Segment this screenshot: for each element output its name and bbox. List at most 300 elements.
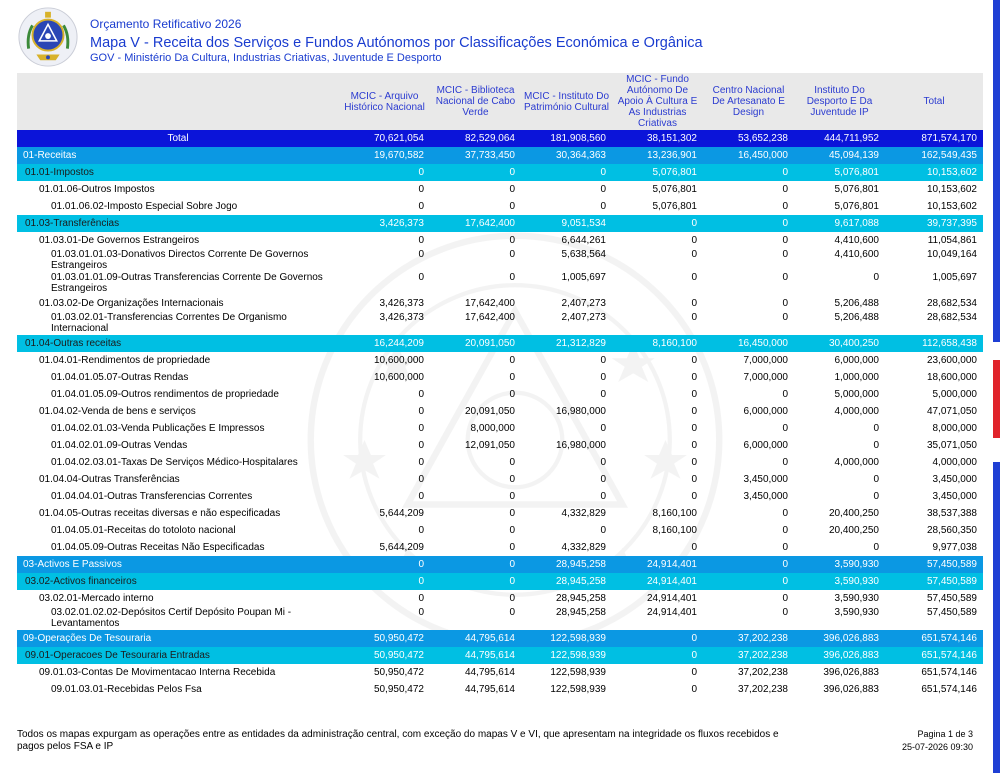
row-label: 03.02-Activos financeiros: [17, 573, 339, 590]
row-value-cell: 0: [782, 593, 788, 604]
row-value-cell: 20,400,250: [828, 525, 879, 536]
table-row: [17, 556, 983, 573]
row-value-cell: 37,202,238: [703, 647, 794, 664]
row-value-cell: 7,000,000: [743, 372, 788, 383]
table-row: [17, 664, 983, 681]
table-row: [17, 471, 983, 488]
column-header-fundo-autonomo: MCIC - Fundo Autónomo De Apoio À Cultura E As Industrias Criativas: [612, 73, 703, 130]
row-label: 01.04.05.09-Outras Receitas Não Especificadas: [51, 542, 265, 553]
row-value-cell: 7,000,000: [743, 355, 788, 366]
row-value-cell: 2,407,273: [561, 312, 606, 323]
row-total-cell: 5,000,000: [932, 389, 977, 400]
table-row: [17, 607, 983, 630]
row-value-cell: 28,945,258: [555, 593, 606, 604]
row-value-cell: 396,026,883: [794, 647, 885, 664]
column-header-centro-artesanato: Centro Nacional De Artesanato E Design: [703, 73, 794, 130]
row-value-cell: 0: [418, 525, 424, 536]
table-row: [17, 272, 983, 295]
row-value-cell: 0: [782, 525, 788, 536]
row-total-cell: 39,737,395: [885, 215, 983, 232]
column-header-label: [17, 73, 339, 130]
row-total-cell: 28,682,534: [926, 312, 977, 323]
row-total-cell: 28,560,350: [926, 525, 977, 536]
row-value-cell: 37,202,238: [703, 630, 794, 647]
row-value-cell: 44,795,614: [430, 630, 521, 647]
row-label: 03-Activos E Passivos: [17, 556, 339, 573]
row-label: 03.02.01-Mercado interno: [39, 593, 154, 604]
row-value-cell: 0: [418, 406, 424, 417]
row-value-cell: 20,400,250: [828, 508, 879, 519]
row-total-cell: 28,682,534: [926, 298, 977, 309]
row-value-cell: 1,005,697: [561, 272, 606, 283]
row-value-cell: 0: [418, 491, 424, 502]
row-total-cell: 18,600,000: [926, 372, 977, 383]
side-accent-bar-top: [993, 0, 1000, 342]
row-value-cell: 0: [691, 684, 697, 695]
row-value-cell: 45,094,139: [794, 147, 885, 164]
row-total-cell: 11,054,861: [927, 235, 977, 246]
table-row: [17, 573, 983, 590]
table-row: [17, 437, 983, 454]
page-number: Pagina 1 de 3: [917, 729, 973, 739]
row-value-cell: 0: [703, 215, 794, 232]
table-row: [17, 335, 983, 352]
row-value-cell: 0: [509, 542, 515, 553]
row-total-cell: 10,153,602: [926, 201, 977, 212]
row-value-cell: 0: [430, 556, 521, 573]
row-value-cell: 3,590,930: [834, 607, 879, 618]
row-label: 01.03.01-De Governos Estrangeiros: [39, 235, 200, 246]
row-value-cell: 0: [509, 372, 515, 383]
row-value-cell: 0: [509, 389, 515, 400]
row-value-cell: 70,621,054: [339, 130, 430, 147]
row-value-cell: 0: [509, 607, 515, 618]
row-value-cell: 0: [418, 474, 424, 485]
row-value-cell: 5,206,488: [834, 312, 879, 323]
table-row: [17, 232, 983, 249]
row-value-cell: 4,332,829: [561, 542, 606, 553]
row-value-cell: 0: [509, 184, 515, 195]
row-label: 01.03.01.01.09-Outras Transferencias Corrente De Governos Estrangeiros: [51, 272, 323, 294]
report-organization: GOV - Ministério Da Cultura, Industrias Criativas, Juventude E Desporto: [90, 52, 442, 64]
table-row: [17, 403, 983, 420]
table-row: [17, 505, 983, 522]
row-value-cell: 0: [782, 542, 788, 553]
row-value-cell: 0: [782, 298, 788, 309]
row-value-cell: 0: [873, 542, 879, 553]
table-row: [17, 164, 983, 181]
row-value-cell: 1,000,000: [834, 372, 879, 383]
row-value-cell: 10,600,000: [373, 372, 424, 383]
table-row: [17, 386, 983, 403]
row-value-cell: 0: [703, 164, 794, 181]
revenue-table: [17, 73, 983, 698]
row-total-cell: 1,005,697: [932, 272, 977, 283]
row-value-cell: 17,642,400: [464, 312, 515, 323]
row-label: 01.04.01.05.09-Outros rendimentos de propriedade: [51, 389, 279, 400]
row-value-cell: 0: [430, 164, 521, 181]
row-total-cell: 23,600,000: [926, 355, 977, 366]
row-label: 01.03.01.01.03-Donativos Directos Corrente De Governos Estrangeiros: [51, 249, 309, 271]
side-accent-bar-middle: [993, 360, 1000, 438]
row-value-cell: 28,945,258: [555, 607, 606, 618]
row-total-cell: 162,549,435: [885, 147, 983, 164]
row-value-cell: 2,407,273: [561, 298, 606, 309]
table-row: [17, 181, 983, 198]
row-value-cell: 0: [703, 573, 794, 590]
row-total-cell: 10,153,602: [885, 164, 983, 181]
row-value-cell: 0: [509, 272, 515, 283]
report-subtitle: Orçamento Retificativo 2026: [90, 17, 242, 31]
row-label: 09.01.03.01-Recebidas Pelos Fsa: [51, 684, 202, 695]
row-value-cell: 21,312,829: [521, 335, 612, 352]
table-row: [17, 249, 983, 272]
row-value-cell: 5,644,209: [379, 508, 424, 519]
row-label: 01-Receitas: [17, 147, 339, 164]
row-value-cell: 0: [873, 272, 879, 283]
row-value-cell: 19,670,582: [339, 147, 430, 164]
row-value-cell: 0: [782, 457, 788, 468]
row-value-cell: 0: [691, 440, 697, 451]
table-row: [17, 215, 983, 232]
row-total-cell: 57,450,589: [926, 593, 977, 604]
table-row: [17, 295, 983, 312]
row-value-cell: 0: [703, 556, 794, 573]
row-value-cell: 3,590,930: [834, 593, 879, 604]
table-row: [17, 630, 983, 647]
row-value-cell: 3,426,373: [379, 298, 424, 309]
row-value-cell: 0: [418, 440, 424, 451]
side-accent-bar-bottom: [993, 462, 1000, 773]
row-value-cell: 16,450,000: [703, 147, 794, 164]
table-row: [17, 312, 983, 335]
row-value-cell: 8,160,100: [652, 508, 697, 519]
row-value-cell: 4,410,600: [834, 249, 879, 260]
row-value-cell: 0: [509, 474, 515, 485]
row-value-cell: 5,076,801: [834, 184, 879, 195]
row-total-cell: 57,450,589: [926, 607, 977, 618]
row-value-cell: 0: [691, 312, 697, 323]
row-label: 01.04.04-Outras Transferências: [39, 474, 180, 485]
row-value-cell: 44,795,614: [464, 684, 515, 695]
row-value-cell: 6,000,000: [834, 355, 879, 366]
row-value-cell: 13,236,901: [612, 147, 703, 164]
row-total-cell: 38,537,388: [926, 508, 977, 519]
row-value-cell: 0: [691, 235, 697, 246]
row-value-cell: 5,076,801: [794, 164, 885, 181]
print-datetime: 25-07-2026 09:30: [901, 742, 973, 752]
row-value-cell: 0: [339, 556, 430, 573]
row-value-cell: 0: [600, 389, 606, 400]
row-value-cell: 37,202,238: [737, 684, 788, 695]
row-value-cell: 0: [691, 542, 697, 553]
table-row: [17, 590, 983, 607]
row-value-cell: 5,000,000: [834, 389, 879, 400]
row-value-cell: 0: [782, 423, 788, 434]
row-value-cell: 8,000,000: [470, 423, 515, 434]
row-value-cell: 0: [509, 457, 515, 468]
report-title: Mapa V - Receita dos Serviços e Fundos Autónomos por Classificações Económica e Orgânica: [90, 35, 703, 51]
table-row: [17, 352, 983, 369]
row-value-cell: 0: [782, 249, 788, 260]
row-label: 09-Operações De Tesouraria: [17, 630, 339, 647]
row-value-cell: 5,206,488: [834, 298, 879, 309]
row-value-cell: 0: [691, 298, 697, 309]
row-value-cell: 122,598,939: [550, 667, 606, 678]
row-value-cell: 0: [600, 372, 606, 383]
row-label: 01.04.02.01.03-Venda Publicações E Impressos: [51, 423, 265, 434]
row-value-cell: 3,590,930: [794, 556, 885, 573]
row-value-cell: 3,590,930: [794, 573, 885, 590]
table-row: [17, 681, 983, 698]
row-label: 01.03-Transferências: [17, 215, 339, 232]
row-value-cell: 0: [782, 389, 788, 400]
row-value-cell: 0: [691, 457, 697, 468]
row-value-cell: 0: [873, 423, 879, 434]
row-value-cell: 0: [691, 355, 697, 366]
table-row: [17, 454, 983, 471]
row-value-cell: 50,950,472: [373, 667, 424, 678]
row-value-cell: 0: [782, 201, 788, 212]
row-value-cell: 122,598,939: [521, 647, 612, 664]
row-value-cell: 0: [691, 272, 697, 283]
row-value-cell: 4,332,829: [561, 508, 606, 519]
row-value-cell: 5,638,564: [561, 249, 606, 260]
row-value-cell: 82,529,064: [430, 130, 521, 147]
row-value-cell: 50,950,472: [339, 630, 430, 647]
column-header-biblioteca-nacional: MCIC - Biblioteca Nacional de Cabo Verde: [430, 73, 521, 130]
row-label: 09.01-Operacoes De Tesouraria Entradas: [17, 647, 339, 664]
row-value-cell: 0: [509, 201, 515, 212]
column-header-arquivo-historico: MCIC - Arquivo Histórico Nacional: [339, 73, 430, 130]
row-value-cell: 5,076,801: [652, 184, 697, 195]
row-value-cell: 0: [691, 249, 697, 260]
row-value-cell: 24,914,401: [612, 573, 703, 590]
table-row: [17, 488, 983, 505]
row-value-cell: 0: [509, 508, 515, 519]
table-row: [17, 420, 983, 437]
row-value-cell: 17,642,400: [464, 298, 515, 309]
row-total-cell: 10,153,602: [926, 184, 977, 195]
column-header-instituto-desporto: Instituto Do Desporto E Da Juventude IP: [794, 73, 885, 130]
row-value-cell: 0: [782, 184, 788, 195]
table-header-row: [17, 73, 983, 130]
row-value-cell: 3,450,000: [743, 491, 788, 502]
row-value-cell: 12,091,050: [464, 440, 515, 451]
row-value-cell: 24,914,401: [646, 607, 697, 618]
row-value-cell: 0: [600, 491, 606, 502]
column-header-total: Total: [885, 73, 983, 130]
row-value-cell: 9,617,088: [794, 215, 885, 232]
report-header: [17, 6, 987, 70]
table-row: [17, 539, 983, 556]
row-value-cell: 0: [782, 607, 788, 618]
row-value-cell: 0: [418, 389, 424, 400]
row-value-cell: 0: [600, 201, 606, 212]
row-value-cell: 0: [509, 593, 515, 604]
row-value-cell: 396,026,883: [794, 630, 885, 647]
row-value-cell: 16,450,000: [703, 335, 794, 352]
row-value-cell: 16,980,000: [555, 406, 606, 417]
table-row: [17, 198, 983, 215]
row-value-cell: 0: [509, 235, 515, 246]
row-value-cell: 44,795,614: [464, 667, 515, 678]
row-value-cell: 0: [339, 573, 430, 590]
row-total-cell: 871,574,170: [885, 130, 983, 147]
row-value-cell: 50,950,472: [373, 684, 424, 695]
row-value-cell: 0: [509, 249, 515, 260]
table-row: [17, 369, 983, 386]
row-total-cell: 3,450,000: [932, 474, 977, 485]
row-value-cell: 122,598,939: [521, 630, 612, 647]
row-total-cell: 4,000,000: [932, 457, 977, 468]
row-value-cell: 9,051,534: [521, 215, 612, 232]
row-value-cell: 8,160,100: [652, 525, 697, 536]
row-value-cell: 4,410,600: [834, 235, 879, 246]
table-row: [17, 522, 983, 539]
row-value-cell: 444,711,952: [794, 130, 885, 147]
row-label: 01.01.06.02-Imposto Especial Sobre Jogo: [51, 201, 238, 212]
row-value-cell: 0: [600, 184, 606, 195]
row-value-cell: 0: [600, 355, 606, 366]
row-value-cell: 8,160,100: [612, 335, 703, 352]
row-total-cell: 9,977,038: [932, 542, 977, 553]
row-label: 01.04.02-Venda de bens e serviços: [39, 406, 196, 417]
row-total-cell: 57,450,589: [885, 573, 983, 590]
row-label: 01.04.02.03.01-Taxas De Serviços Médico-Hospitalares: [51, 457, 298, 468]
row-total-cell: 57,450,589: [885, 556, 983, 573]
row-value-cell: 0: [691, 491, 697, 502]
row-value-cell: 0: [782, 272, 788, 283]
coat-of-arms-logo-icon: [17, 6, 79, 68]
row-value-cell: 0: [612, 215, 703, 232]
row-label: 01.03.02.01-Transferencias Correntes De Organismo Internacional: [51, 312, 287, 334]
row-value-cell: 0: [873, 474, 879, 485]
row-total-cell: 651,574,146: [921, 667, 977, 678]
row-value-cell: 6,000,000: [743, 406, 788, 417]
row-value-cell: 30,400,250: [794, 335, 885, 352]
row-label: 01.04.05.01-Receitas do totoloto nacional: [51, 525, 236, 536]
row-value-cell: 0: [873, 491, 879, 502]
row-value-cell: 37,733,450: [430, 147, 521, 164]
row-value-cell: 0: [782, 508, 788, 519]
row-value-cell: 0: [521, 164, 612, 181]
row-value-cell: 6,644,261: [561, 235, 606, 246]
row-total-cell: 651,574,146: [885, 630, 983, 647]
row-label: 01.03.02-De Organizações Internacionais: [39, 298, 224, 309]
row-value-cell: 0: [509, 355, 515, 366]
row-value-cell: 0: [418, 272, 424, 283]
row-value-cell: 6,000,000: [743, 440, 788, 451]
row-value-cell: 16,980,000: [555, 440, 606, 451]
row-value-cell: 20,091,050: [464, 406, 515, 417]
row-value-cell: 0: [691, 406, 697, 417]
row-value-cell: 0: [418, 457, 424, 468]
footer-note: Todos os mapas expurgam as operações entre as entidades da administração central, com exceção do mapas V e VI, que apresentam na integridade os fluxos recebidos e pagos pelos FSA e IP: [17, 729, 779, 752]
row-value-cell: 4,000,000: [834, 406, 879, 417]
row-value-cell: 30,364,363: [521, 147, 612, 164]
row-label: Total: [17, 130, 339, 147]
row-value-cell: 181,908,560: [521, 130, 612, 147]
row-value-cell: 0: [339, 164, 430, 181]
row-label: 01.01-Impostos: [17, 164, 339, 181]
row-value-cell: 38,151,302: [612, 130, 703, 147]
row-value-cell: 5,076,801: [612, 164, 703, 181]
row-total-cell: 35,071,050: [926, 440, 977, 451]
row-value-cell: 0: [691, 389, 697, 400]
row-label: 01.04.04.01-Outras Transferencias Correntes: [51, 491, 253, 502]
row-value-cell: 0: [600, 474, 606, 485]
row-total-cell: 10,049,164: [926, 249, 977, 260]
row-value-cell: 0: [418, 249, 424, 260]
total-row: [17, 130, 983, 147]
row-value-cell: 28,945,258: [521, 556, 612, 573]
row-total-cell: 112,658,438: [885, 335, 983, 352]
row-value-cell: 0: [418, 607, 424, 618]
row-label: 01.04.01.05.07-Outras Rendas: [51, 372, 189, 383]
row-label: 09.01.03-Contas De Movimentacao Interna Recebida: [39, 667, 276, 678]
row-value-cell: 4,000,000: [834, 457, 879, 468]
row-value-cell: 3,426,373: [379, 312, 424, 323]
row-value-cell: 28,945,258: [521, 573, 612, 590]
row-value-cell: 0: [600, 423, 606, 434]
row-value-cell: 0: [509, 525, 515, 536]
row-value-cell: 44,795,614: [430, 647, 521, 664]
row-value-cell: 37,202,238: [737, 667, 788, 678]
row-value-cell: 0: [600, 457, 606, 468]
row-value-cell: 5,076,801: [652, 201, 697, 212]
row-value-cell: 3,450,000: [743, 474, 788, 485]
row-label: 03.02.01.02.02-Depósitos Certif Depósito Poupan Mi - Levantamentos: [51, 607, 292, 629]
row-label: 01.04.05-Outras receitas diversas e não especificadas: [39, 508, 281, 519]
table-row: [17, 147, 983, 164]
row-value-cell: 50,950,472: [339, 647, 430, 664]
row-value-cell: 3,426,373: [339, 215, 430, 232]
row-value-cell: 396,026,883: [823, 684, 879, 695]
row-value-cell: 396,026,883: [823, 667, 879, 678]
row-value-cell: 0: [691, 423, 697, 434]
row-value-cell: 0: [418, 423, 424, 434]
row-value-cell: 0: [418, 593, 424, 604]
row-value-cell: 17,642,400: [430, 215, 521, 232]
row-value-cell: 122,598,939: [550, 684, 606, 695]
row-total-cell: 47,071,050: [926, 406, 977, 417]
row-value-cell: 20,091,050: [430, 335, 521, 352]
row-total-cell: 3,450,000: [932, 491, 977, 502]
row-value-cell: 24,914,401: [612, 556, 703, 573]
row-label: 01.04.02.01.09-Outras Vendas: [51, 440, 188, 451]
row-total-cell: 651,574,146: [885, 647, 983, 664]
row-value-cell: 0: [600, 525, 606, 536]
row-value-cell: 16,244,209: [339, 335, 430, 352]
row-label: 01.01.06-Outros Impostos: [39, 184, 155, 195]
row-value-cell: 0: [691, 372, 697, 383]
row-total-cell: 651,574,146: [921, 684, 977, 695]
row-value-cell: 0: [612, 630, 703, 647]
row-label: 01.04.01-Rendimentos de propriedade: [39, 355, 211, 366]
table-row: [17, 647, 983, 664]
row-value-cell: 0: [782, 312, 788, 323]
row-total-cell: 8,000,000: [932, 423, 977, 434]
row-value-cell: 0: [418, 201, 424, 212]
row-value-cell: 0: [612, 647, 703, 664]
row-value-cell: 24,914,401: [646, 593, 697, 604]
row-value-cell: 53,652,238: [703, 130, 794, 147]
row-value-cell: 0: [691, 667, 697, 678]
row-value-cell: 0: [873, 440, 879, 451]
row-value-cell: 0: [418, 184, 424, 195]
row-value-cell: 0: [418, 235, 424, 246]
